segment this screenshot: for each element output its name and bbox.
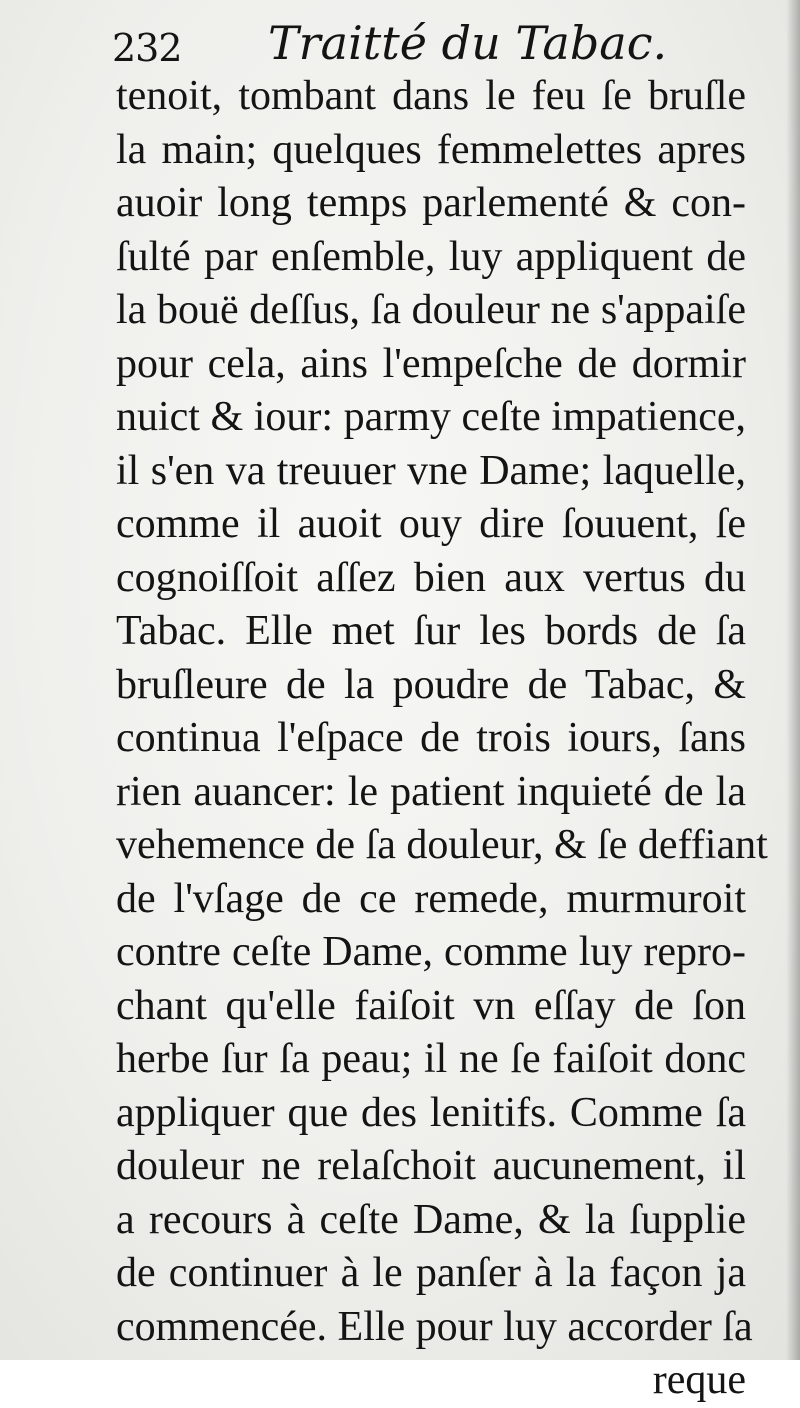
text-line: chant qu'elle faiſoit vn eſſay de ſon bbox=[116, 982, 746, 1029]
text-line: vehemence de ſa douleur, & ſe deffiant bbox=[116, 822, 768, 868]
page-header bbox=[112, 14, 752, 74]
text-line: bruſleure de la poudre de Tabac, & bbox=[116, 661, 746, 708]
text-line: contre ceſte Dame, comme luy repro- bbox=[116, 929, 746, 975]
text-line: rien auancer: le patient inquieté de la bbox=[116, 768, 746, 815]
running-title: Traitté du Tabac. bbox=[268, 16, 668, 70]
text-line: ſulté par enſemble, luy appliquent de bbox=[116, 233, 746, 280]
text-line: il s'en va treuuer vne Dame; laquelle, bbox=[116, 447, 746, 494]
text-line: la bouë deſſus, ſa douleur ne s'appaiſe bbox=[116, 287, 746, 333]
text-line: la main; quelques femmelettes apres bbox=[116, 126, 746, 173]
text-line: comme il auoit ouy dire ſouuent, ſe bbox=[116, 501, 746, 547]
text-line: appliquer que des lenitifs. Comme ſa bbox=[116, 1089, 746, 1136]
text-line: tenoit, tombant dans le feu ſe bruſle bbox=[116, 73, 746, 119]
text-line: cognoiſſoit aſſez bien aux vertus du bbox=[116, 554, 746, 601]
text-line: commencée. Elle pour luy accorder ſa bbox=[116, 1303, 753, 1350]
text-line: douleur ne relaſchoit aucunement, il bbox=[116, 1143, 746, 1189]
body-text bbox=[116, 70, 768, 1408]
text-line: pour cela, ains l'empeſche de dormir bbox=[116, 340, 746, 387]
text-line: auoir long temps parlementé & con- bbox=[116, 180, 746, 226]
text-line: continua l'eſpace de trois iours, ſans bbox=[116, 715, 746, 761]
text-line: nuict & iour: parmy ceſte impatience, bbox=[116, 394, 746, 440]
catchword: reque bbox=[652, 1357, 746, 1403]
text-line: de l'vſage de ce remede, murmuroit bbox=[116, 875, 746, 922]
page-number: 232 bbox=[112, 26, 182, 70]
text-line: herbe ſur ſa peau; il ne ſe faiſoit donc bbox=[116, 1036, 746, 1082]
text-line: Tabac. Elle met ſur les bords de ſa bbox=[116, 608, 746, 654]
text-line: de continuer à le panſer à la façon ja bbox=[116, 1250, 746, 1296]
text-line: a recours à ceſte Dame, & la ſupplie bbox=[116, 1196, 746, 1243]
